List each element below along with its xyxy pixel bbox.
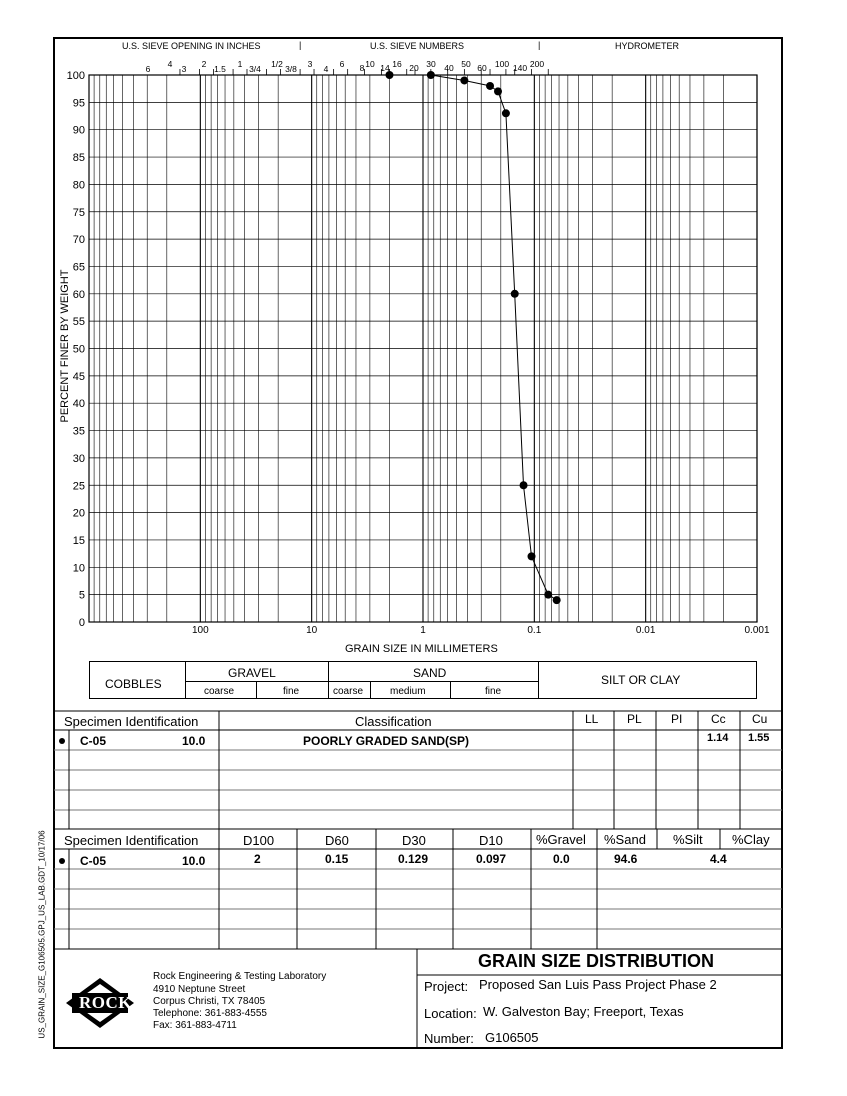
t2-header-gravel: %Gravel — [536, 832, 586, 847]
t1-row-marker — [59, 738, 65, 744]
rock-logo-text: ROCK — [79, 993, 132, 1012]
y-tick-label: 25 — [72, 480, 85, 493]
sieve-number-tick-label: 8 — [359, 63, 365, 73]
y-tick-label: 45 — [72, 370, 85, 383]
y-tick-label: 65 — [72, 261, 85, 274]
sand-coarse-label: coarse — [333, 686, 364, 697]
y-tick-label: 60 — [72, 288, 85, 301]
y-tick-label: 80 — [72, 179, 85, 192]
header-divider-2: | — [538, 40, 541, 50]
location-label: Location: — [424, 1006, 477, 1021]
sieve-opening-tick-label: 3/4 — [249, 64, 261, 74]
t1-cu: 1.55 — [748, 732, 770, 744]
t2-sand: 94.6 — [614, 852, 638, 866]
x-tick-label: 1 — [420, 625, 426, 636]
y-tick-label: 0 — [78, 617, 85, 629]
t1-header-cc: Cc — [711, 712, 726, 726]
y-axis-label: PERCENT FINER BY WEIGHT — [59, 269, 71, 423]
sieve-opening-tick-label: 3 — [307, 59, 313, 69]
sieve-number-tick-label: 60 — [477, 63, 487, 73]
x-axis-label: GRAIN SIZE IN MILLIMETERS — [345, 643, 498, 655]
sieve-opening-tick-label: 4 — [167, 59, 173, 69]
t1-header-ll: LL — [585, 712, 599, 726]
t2-d100: 2 — [254, 852, 261, 866]
sieve-opening-tick-label: 1 — [237, 59, 243, 69]
sieve-number-tick-label: 10 — [365, 59, 375, 69]
company-telephone: Telephone: 361-883-4555 — [153, 1008, 267, 1019]
y-tick-label: 5 — [78, 589, 85, 602]
sieve-opening-tick-label: 2 — [201, 59, 207, 69]
sand-label: SAND — [413, 666, 447, 680]
company-name: Rock Engineering & Testing Laboratory — [153, 971, 327, 982]
t2-header-d100: D100 — [243, 833, 275, 848]
t2-specimen: C-05 — [80, 854, 107, 868]
t1-depth: 10.0 — [182, 734, 206, 748]
x-tick-label: 0.01 — [635, 625, 656, 636]
t2-header-clay: %Clay — [732, 832, 770, 847]
cobbles-label: COBBLES — [105, 677, 162, 691]
t1-cc: 1.14 — [707, 732, 729, 744]
t2-siltclay: 4.4 — [710, 852, 727, 866]
sieve-opening-tick-label: 1.5 — [214, 64, 226, 74]
gravel-coarse-label: coarse — [204, 686, 235, 697]
sieve-number-tick-label: 16 — [392, 59, 402, 69]
number-value: G106505 — [485, 1030, 539, 1045]
x-tick-label: 0.1 — [527, 625, 542, 636]
sieve-number-tick-label: 30 — [426, 59, 436, 69]
y-tick-label: 40 — [72, 398, 85, 411]
sieve-number-tick-label: 100 — [494, 59, 510, 69]
sieve-opening-tick-label: 6 — [145, 64, 151, 74]
y-tick-label: 35 — [72, 425, 85, 438]
project-label: Project: — [424, 979, 469, 994]
sieve-number-tick-label: 50 — [461, 59, 471, 69]
company-address-2: Corpus Christi, TX 78405 — [153, 996, 266, 1007]
silt-clay-label: SILT OR CLAY — [601, 673, 681, 687]
report-title: GRAIN SIZE DISTRIBUTION — [478, 951, 715, 971]
t2-row-marker — [59, 858, 65, 864]
t2-gravel: 0.0 — [553, 852, 570, 866]
t2-header-d30: D30 — [402, 833, 426, 848]
x-tick-label: 100 — [191, 625, 209, 636]
t2-header-sand: %Sand — [604, 832, 646, 847]
sieve-numbers-label: U.S. SIEVE NUMBERS — [370, 41, 465, 51]
company-address-1: 4910 Neptune Street — [153, 984, 246, 995]
t2-header-d10: D10 — [479, 833, 503, 848]
y-tick-label: 70 — [72, 234, 85, 247]
sieve-opening-label: U.S. SIEVE OPENING IN INCHES — [122, 41, 261, 51]
x-tick-label: 0.001 — [744, 625, 770, 636]
sieve-opening-tick-label: 3 — [181, 64, 187, 74]
t1-header-pi: PI — [671, 712, 683, 726]
t1-header-pl: PL — [627, 712, 642, 726]
side-file-label: US_GRAIN_SIZE_G106505.GPJ_US_LAB.GDT_10/17/06 — [37, 830, 47, 1039]
y-tick-label: 90 — [72, 124, 85, 137]
y-tick-label: 50 — [72, 343, 85, 356]
location-value: W. Galveston Bay; Freeport, Texas — [483, 1004, 684, 1019]
y-tick-label: 100 — [66, 70, 85, 82]
t1-classification: POORLY GRADED SAND(SP) — [303, 734, 470, 748]
gravel-label: GRAVEL — [228, 666, 276, 680]
project-value: Proposed San Luis Pass Project Phase 2 — [479, 977, 717, 992]
y-tick-label: 10 — [72, 562, 85, 575]
sieve-number-tick-label: 20 — [409, 63, 419, 73]
y-tick-label: 75 — [72, 206, 85, 219]
gravel-fine-label: fine — [283, 686, 300, 697]
y-tick-label: 30 — [72, 452, 85, 465]
sand-fine-label: fine — [485, 686, 502, 697]
t2-d60: 0.15 — [325, 852, 349, 866]
t2-d10: 0.097 — [476, 852, 507, 866]
t1-header-classification: Classification — [355, 714, 432, 729]
sieve-number-tick-label: 140 — [512, 63, 528, 73]
y-tick-label: 55 — [72, 316, 85, 329]
sieve-opening-tick-label: 3/8 — [285, 64, 297, 74]
t2-d30: 0.129 — [398, 852, 429, 866]
y-tick-label: 15 — [72, 534, 85, 547]
t1-specimen: C-05 — [80, 734, 107, 748]
hydrometer-label: HYDROMETER — [615, 41, 680, 51]
sieve-opening-tick-label: 4 — [323, 64, 329, 74]
sieve-number-tick-label: 200 — [529, 59, 545, 69]
sand-medium-label: medium — [390, 686, 426, 697]
sieve-opening-tick-label: 6 — [339, 59, 345, 69]
t2-depth: 10.0 — [182, 854, 206, 868]
sieve-opening-tick-label: 1/2 — [271, 59, 283, 69]
t2-header-specimen: Specimen Identification — [64, 833, 199, 848]
number-label: Number: — [424, 1031, 474, 1046]
y-tick-label: 95 — [72, 97, 85, 110]
t2-header-d60: D60 — [325, 833, 349, 848]
sieve-number-tick-label: 14 — [380, 63, 390, 73]
t1-header-specimen: Specimen Identification — [64, 714, 199, 729]
t2-header-silt: %Silt — [673, 832, 703, 847]
header-divider-1: | — [299, 40, 302, 50]
y-tick-label: 20 — [72, 507, 85, 520]
rock-logo — [64, 976, 136, 1030]
t1-header-cu: Cu — [752, 712, 768, 726]
sieve-number-tick-label: 40 — [444, 63, 454, 73]
company-fax: Fax: 361-883-4711 — [153, 1020, 237, 1031]
x-tick-label: 10 — [306, 625, 318, 636]
y-tick-label: 85 — [72, 152, 85, 165]
